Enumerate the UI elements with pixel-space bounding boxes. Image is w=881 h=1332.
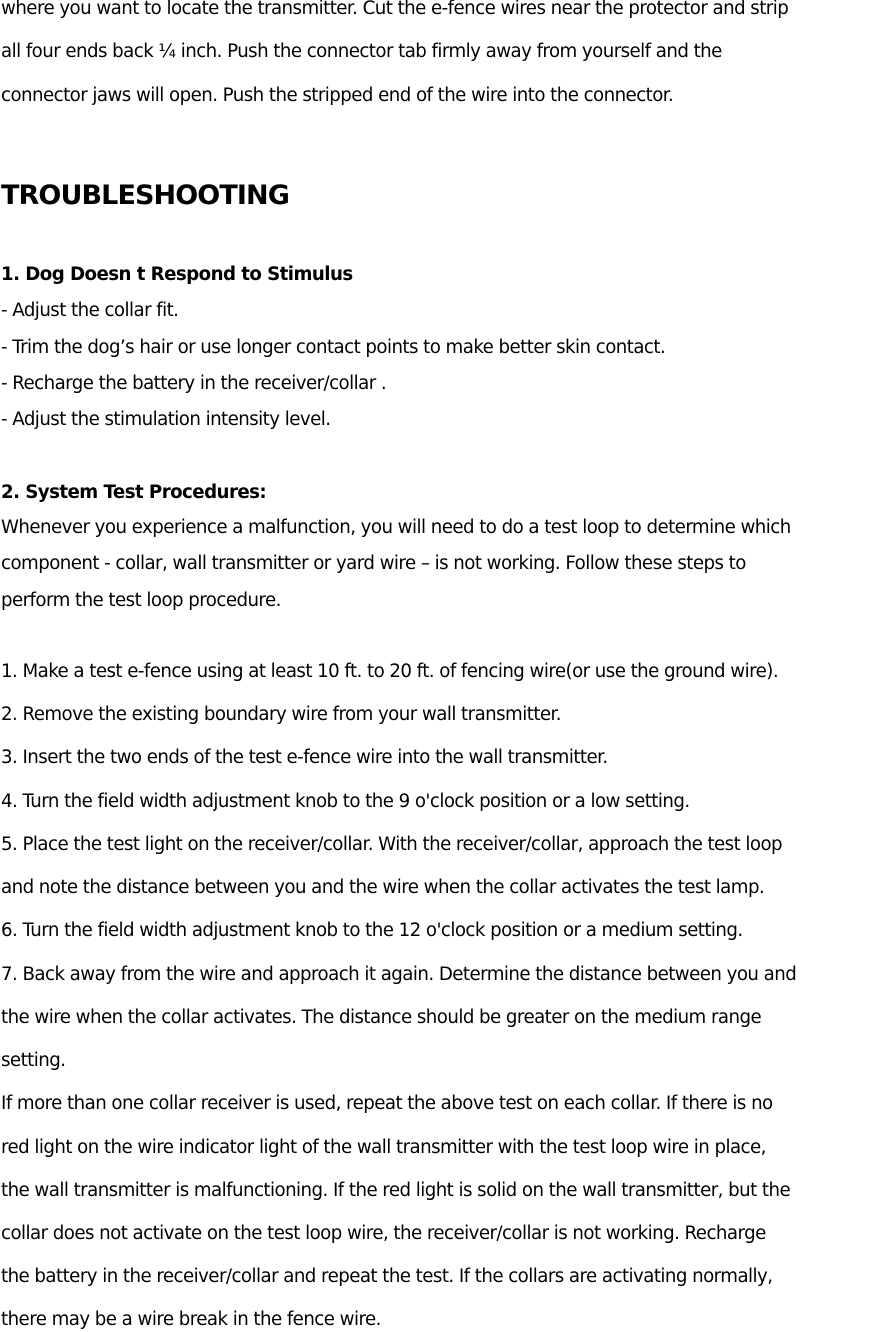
test-step: setting.	[1, 1050, 66, 1071]
closing-line: the wall transmitter is malfunctioning. If the red light is solid on the wall transmitter, but the	[1, 1180, 791, 1201]
test-step: 7. Back away from the wire and approach it again. Determine the distance between you and	[1, 964, 797, 985]
section2-intro-line: component - collar, wall transmitter or yard wire – is not working. Follow these steps to	[1, 553, 746, 574]
section1-item: - Adjust the collar fit.	[1, 300, 179, 321]
section1-item: - Recharge the battery in the receiver/collar .	[1, 373, 387, 394]
test-step: and note the distance between you and the wire when the collar activates the test lamp.	[1, 877, 765, 898]
closing-line: there may be a wire break in the fence wire.	[1, 1309, 381, 1330]
troubleshooting-heading: TROUBLESHOOTING	[1, 180, 289, 211]
closing-line: the battery in the receiver/collar and repeat the test. If the collars are activating normally,	[1, 1266, 773, 1287]
closing-line: If more than one collar receiver is used, repeat the above test on each collar. If there is no	[1, 1093, 773, 1114]
test-step: 3. Insert the two ends of the test e-fence wire into the wall transmitter.	[1, 747, 608, 768]
section1-item: - Adjust the stimulation intensity level.	[1, 409, 331, 430]
test-step: 2. Remove the existing boundary wire from your wall transmitter.	[1, 704, 562, 725]
test-step: 5. Place the test light on the receiver/collar. With the receiver/collar, approach the test loop	[1, 834, 783, 855]
intro-line: connector jaws will open. Push the stripped end of the wire into the connector.	[1, 85, 674, 106]
section2-intro-line: Whenever you experience a malfunction, you will need to do a test loop to determine which	[1, 517, 791, 538]
closing-line: collar does not activate on the test loop wire, the receiver/collar is not working. Recharge	[1, 1223, 766, 1244]
test-step: 6. Turn the field width adjustment knob to the 12 o'clock position or a medium setting.	[1, 920, 743, 941]
section1-item: - Trim the dog’s hair or use longer contact points to make better skin contact.	[1, 337, 666, 358]
test-step: the wire when the collar activates. The distance should be greater on the medium range	[1, 1007, 762, 1028]
section1-title: 1. Dog Doesn t Respond to Stimulus	[1, 264, 353, 285]
test-step: 1. Make a test e-fence using at least 10 ft. to 20 ft. of fencing wire(or use the ground wire).	[1, 661, 779, 682]
test-step: 4. Turn the field width adjustment knob to the 9 o'clock position or a low setting.	[1, 791, 690, 812]
section2-intro-line: perform the test loop procedure.	[1, 590, 281, 611]
section2-title: 2. System Test Procedures:	[1, 482, 267, 503]
intro-line: all four ends back ¼ inch. Push the connector tab firmly away from yourself and the	[1, 41, 722, 62]
closing-line: red light on the wire indicator light of the wall transmitter with the test loop wire in place,	[1, 1137, 766, 1158]
intro-line: where you want to locate the transmitter. Cut the e-fence wires near the protector and strip	[1, 0, 789, 19]
